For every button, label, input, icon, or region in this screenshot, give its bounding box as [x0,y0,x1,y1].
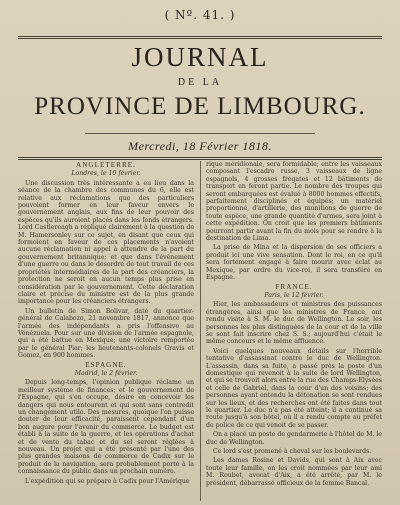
article-paragraph: La prise de Mina et la dispersion de ses officiers a produit ici une vive sensation. Dont le roi, en ce qu'il sera fortement engagé à faire mourir avec éclat au Mexique, par ordre du vice-roi, il sera transféré en Espagne. [206,244,382,282]
article-paragraph: Ce lord s'est promené à cheval sur les boulevards. [213,448,372,456]
article-paragraph: On a placé un poste de gendarmerie à l'hôtel de M. le duc de Wellington. [206,431,382,446]
section-heading-espagne: ESPAGNE. [85,360,127,369]
issue-number: ( Nº. 41. ) [164,8,236,22]
right-column [206,161,382,501]
article-paragraph: rique méridionale, sera formidable; entre les vaisseaux composant l'escadre russe, 3 vaisseaux de ligne espagnols, 4 grosses frégates et 12 bâtiments de transport en feront partie. Le nombre des troupes qui seront embarquées est évalué à 8000 hommes effectifs, parfaitement disciplinés et équipés; un matériel proportionné, d'artillerie, des munitions de guerre de toute espèce, une grande quantité d'armes, sera joint à cette expédition. On croit que les premiers bâtiments pourront partir avant la fin du mois pour se rendre à la destination de Lima. [206,161,382,243]
dateline-paris: Paris, le 12 février. [264,291,324,299]
article-paragraph: L'expédition qui se prépare à Cadix pour l'Amérique [25,477,190,485]
masthead-title-line3: PROVINCE DE LIMBOURG. [34,93,366,120]
masthead-title-line1: JOURNAL [131,42,269,72]
section-heading-france: FRANCE. [275,282,313,291]
date-rule [18,157,382,160]
issue-date: Mercredi, 18 Février 1818. [128,139,272,153]
masthead-rule-top [18,36,382,39]
article-paragraph: Une discussion très intéressante a eu lieu dans la séance de la chambre des communes du 6, elle est relative aux réclamations que des particuliers pouvoient former en leur faveur envers le gouvernement anglais, aux fins de leur pouvoir des espèces qu'ils auroient placés dans les fonds étrangers. Lord Castlereagh a répliqué clairement à la question de M. Hamersonley sur ce sujet, en disant que ceux qui formoient en faveur de ces placements n'avoient aucune réclamation ni appel à attendre de la part du gouvernement britannique; et que dans l'événement d'une guerre ou dans le désordre de tout travail de ces propriétés intermédiaires de la part des créanciers, la protection ne seroit en aucun temps plus prise en considération par le gouvernement. Cette déclaration claire et précise du ministre est de la plus grande importance pour les créanciers étrangers. [18,179,194,306]
dateline-madrid: Madrid, le 2 février. [74,369,138,377]
masthead-title-line2: DE LA [177,77,223,88]
column-divider [200,161,201,501]
article-paragraph: Hier, les ambassadeurs et ministres des puissances étrangères, ainsi que les ministres de France, ont rendu visite à S. M. le duc de Wellington. Le soir, les personnes les plus distinguées de la cour et de la ville se sont fait inscrire chez S. S.; aujourd'hui c'était le même concours et le même affluence. [206,301,382,346]
article-paragraph: Depuis long-temps, l'opinion publique réclame un meilleur système de finances; et le gouvernement de l'Espagne, qui s'en occupe, désire en concevoir les dangers qui nous entourent et qui sont sans contredit un changement utile. Des mesures, quoique l'on puisse douter de leur efficacité, paraissent cependant d'un bon augure pour l'avenir du commerce. Le budget est établi à la suite de la guerre, et les opérations d'achat et de vente du tabac et du sel seront réglées à nouveau. Un projet qui a été présenté par l'une des plus grandes maisons de commerce de Cadix sur le produit de la navigation, sera probablement porté à la connaissance du public dans un prochain numéro. [18,379,194,476]
section-heading-angleterre: ANGLETERRE. [76,161,136,169]
article-paragraph: Les dames Rosine et Davids, qui sont à Aix avec toute leur famille, on les croit nommées par leur ami M. Roubet, avocat d'Aix, a été arrêté, par M. le président, débarrassé officieux de la femme Bancal. [206,457,382,487]
left-column [18,161,194,501]
masthead-rule-middle [85,133,315,134]
dateline-londres: Londres, le 10 février. [71,170,141,178]
article-paragraph: Voici quelques nouveaux détails sur l'horrible tentative d'assassinat contre le duc de Wellington. L'assassin, dans sa fuite, a passé près la poste d'un domestique qui revenoit à la suite de lord Wellington, et qui se trouvoit alors entre la rue des Champs-Elysées et celle de Gabriel, dans la cour d'un des voisins; des personnes ayant entendu la détonation se sont rendues sur les lieux, et des recherches ont été faites dans tout le quartier. Le duc n'a pas été atteint; il a continué sa route jusqu'à son hôtel, où il a rendu compte au préfet de police de ce qui venoit de se passer. [206,347,382,429]
article-paragraph: Un bulletin de Simon Bolivar, daté du quartier-général de Calabozo, 21 novembre 1817, annonce que l'armée des indépendants a pris l'offensive au Vénézuela. Pour sur une division de l'armée espagnole, qui a été battue en Mexique; une victoire remportée par le général Piar; les lieutenants-colonels Gravis et Gomez, en 900 hommes. [18,307,194,360]
